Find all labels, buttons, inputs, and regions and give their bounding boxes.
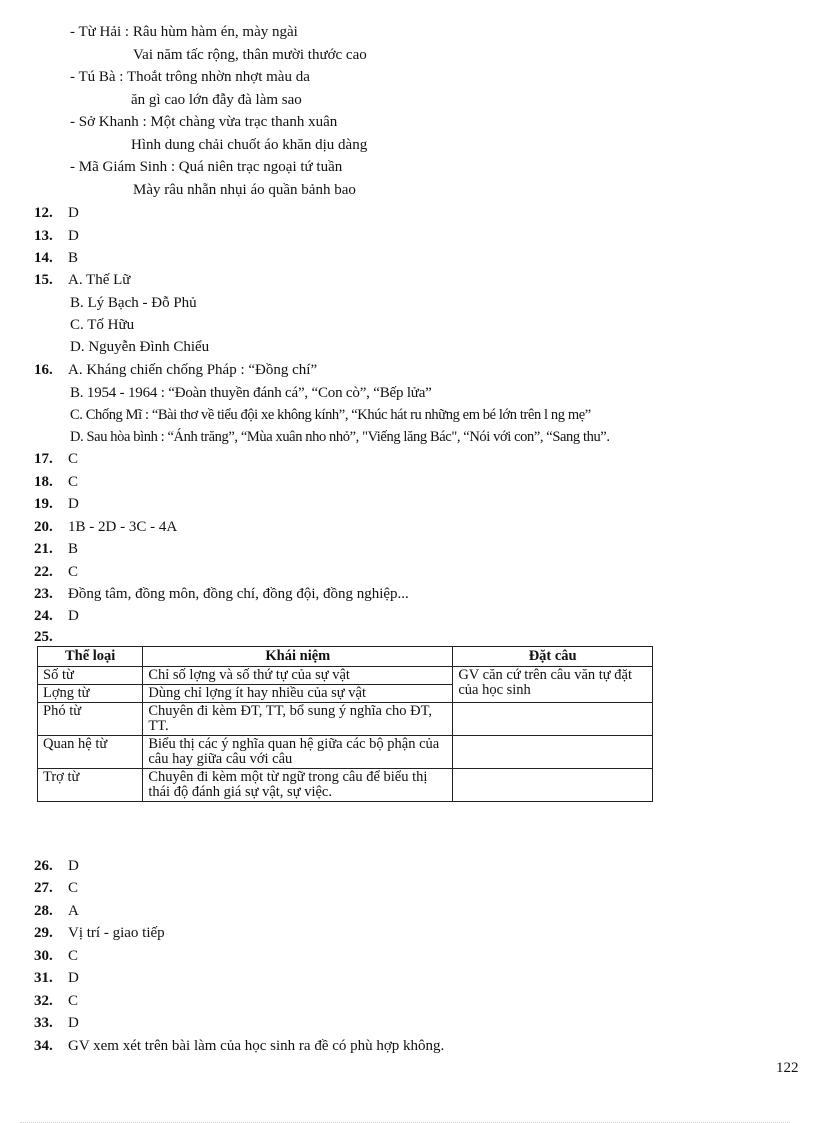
poem-line: Vai năm tấc rộng, thân mười thước cao	[133, 47, 367, 63]
word-class-table	[37, 646, 653, 802]
answer-text: D	[68, 970, 79, 986]
answer-item	[34, 1037, 444, 1055]
table-row	[38, 769, 653, 802]
cell-example-note: GV căn cứ trên câu văn tự đặt của học sinh	[453, 667, 653, 703]
answer-text: Vị trí - giao tiếp	[68, 925, 165, 941]
question-number: 13.	[34, 228, 53, 244]
question-number: 31.	[34, 970, 53, 986]
answer-item	[34, 585, 409, 603]
poem-line: ăn gì cao lớn đẫy đà làm sao	[131, 92, 302, 108]
page-number: 122	[776, 1060, 799, 1076]
question-number: 22.	[34, 564, 53, 580]
answer-text: D	[68, 1015, 79, 1031]
cell-concept: Biểu thị các ý nghĩa quan hệ giữa các bộ phận của câu hay giữa câu với câu	[143, 736, 453, 769]
answer-item	[34, 563, 78, 581]
cell-type: Quan hệ từ	[38, 736, 143, 769]
answer-item	[34, 969, 79, 987]
answer-item	[34, 879, 78, 897]
column-header-concept: Khái niệm	[143, 647, 453, 667]
question-number: 20.	[34, 519, 53, 535]
cell-type: Trợ từ	[38, 769, 143, 802]
answer-text: C	[68, 474, 79, 490]
answer-item	[34, 495, 79, 513]
answer-item	[34, 450, 78, 468]
answer-item	[34, 628, 68, 646]
question-number: 16.	[34, 362, 53, 378]
answer-text: C	[68, 948, 79, 964]
cell-concept: Chỉ số lợng và số thứ tự của sự vật	[143, 667, 453, 685]
answer-subitem: B. Lý Bạch - Đỗ Phủ	[70, 295, 197, 311]
answer-text: B	[68, 250, 79, 266]
cell-type: Số từ	[38, 667, 143, 685]
question-number: 33.	[34, 1015, 53, 1031]
question-number: 25.	[34, 629, 53, 645]
poem-line: Hình dung chải chuốt áo khăn dịu dàng	[131, 137, 368, 153]
answer-text: D	[68, 496, 79, 512]
answer-text: B	[68, 541, 79, 557]
cell-concept: Chuyên đi kèm một từ ngữ trong câu để biểu thị thái độ đánh giá sự vật, sự việc.	[143, 769, 453, 802]
poem-line: - Tú Bà : Thoắt trông nhờn nhợt màu da	[70, 69, 310, 85]
answer-item	[34, 992, 78, 1010]
answer-subitem: C. Tố Hữu	[70, 317, 135, 333]
answer-subitem: B. 1954 - 1964 : “Đoàn thuyền đánh cá”, “Con cò”, “Bếp lửa”	[70, 385, 432, 401]
answer-item	[34, 204, 79, 222]
question-number: 21.	[34, 541, 53, 557]
answer-item	[34, 518, 177, 536]
question-number: 28.	[34, 903, 53, 919]
answer-item	[34, 473, 78, 491]
answer-text: C	[68, 993, 79, 1009]
answer-item	[34, 249, 78, 267]
cell-example	[453, 703, 653, 736]
answer-item	[34, 924, 165, 942]
answer-text: C	[68, 880, 79, 896]
question-number: 14.	[34, 250, 53, 266]
answer-item	[34, 857, 79, 875]
column-header-example: Đặt câu	[453, 647, 653, 667]
poem-line: - Sở Khanh : Một chàng vừa trạc thanh xuân	[70, 114, 338, 130]
answer-subitem: C. Chống Mĩ : “Bài thơ về tiểu đội xe không kính”, “Khúc hát ru những em bé lớn trên l ng mẹ”	[70, 407, 591, 423]
answer-subitem: D. Nguyễn Đình Chiểu	[70, 339, 210, 355]
answer-text: D	[68, 858, 79, 874]
cell-concept: Chuyên đi kèm ĐT, TT, bổ sung ý nghĩa cho ĐT, TT.	[143, 703, 453, 736]
poem-line: - Từ Hải : Râu hùm hàm én, mày ngài	[70, 24, 298, 40]
answer-item	[34, 271, 130, 289]
question-number: 12.	[34, 205, 53, 221]
table-row	[38, 703, 653, 736]
answer-text: Đồng tâm, đồng môn, đồng chí, đồng đội, đồng nghiệp...	[68, 586, 409, 602]
answer-text: GV xem xét trên bài làm của học sinh ra đề có phù hợp không.	[68, 1038, 445, 1054]
cell-type: Lợng từ	[38, 685, 143, 703]
answer-text: D	[68, 228, 79, 244]
answer-item	[34, 227, 79, 245]
question-number: 19.	[34, 496, 53, 512]
answer-text: D	[68, 205, 79, 221]
question-number: 18.	[34, 474, 53, 490]
answer-text: A. Thế Lữ	[68, 272, 131, 288]
answer-text: C	[68, 564, 79, 580]
answer-item	[34, 361, 317, 379]
answer-item	[34, 902, 79, 920]
answer-text: D	[68, 608, 79, 624]
answer-text: C	[68, 451, 79, 467]
question-number: 15.	[34, 272, 53, 288]
question-number: 26.	[34, 858, 53, 874]
answer-item	[34, 947, 78, 965]
answer-text: A. Kháng chiến chống Pháp : “Đồng chí”	[68, 362, 318, 378]
question-number: 23.	[34, 586, 53, 602]
column-header-type: Thể loại	[38, 647, 143, 667]
table-header-row	[38, 647, 653, 667]
question-number: 30.	[34, 948, 53, 964]
cell-example	[453, 769, 653, 802]
question-number: 17.	[34, 451, 53, 467]
answer-text: A	[68, 903, 79, 919]
question-number: 29.	[34, 925, 53, 941]
table-row	[38, 736, 653, 769]
answer-subitem: D. Sau hòa bình : “Ánh trăng”, “Mùa xuân nho nhỏ”, "Viếng lăng Bác", “Nói với con”, “Sang thu”.	[70, 429, 610, 445]
poem-line: - Mã Giám Sinh : Quá niên trạc ngoại tứ tuần	[70, 159, 343, 175]
answer-item	[34, 540, 78, 558]
answer-item	[34, 607, 79, 625]
answer-item	[34, 1014, 79, 1032]
cell-concept: Dùng chỉ lợng ít hay nhiều của sự vật	[143, 685, 453, 703]
table-row	[38, 667, 653, 685]
question-number: 24.	[34, 608, 53, 624]
question-number: 32.	[34, 993, 53, 1009]
poem-line: Mày râu nhẵn nhụi áo quần bảnh bao	[133, 182, 356, 198]
answer-text: 1B - 2D - 3C - 4A	[68, 519, 178, 535]
question-number: 27.	[34, 880, 53, 896]
cell-type: Phó từ	[38, 703, 143, 736]
question-number: 34.	[34, 1038, 53, 1054]
cell-example	[453, 736, 653, 769]
